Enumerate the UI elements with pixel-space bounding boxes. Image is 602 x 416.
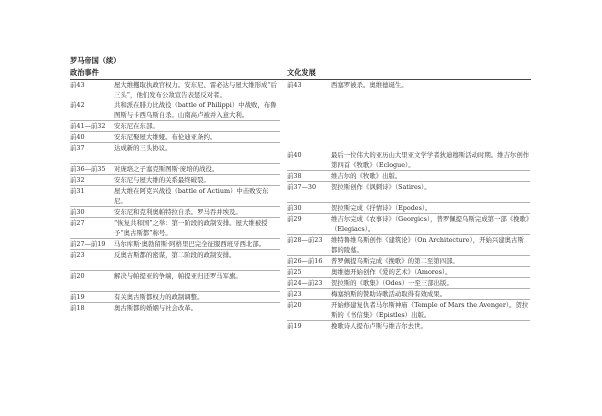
year-label: 前29 <box>287 215 302 223</box>
event-text: 对庞培之子塞克斯图斯·庞培的战役。 <box>114 165 219 173</box>
political-event-row <box>70 249 280 260</box>
political-event-row <box>70 217 280 238</box>
year-label: 前19 <box>287 322 302 330</box>
cultural-event-row <box>287 140 530 150</box>
year-label: 前30 <box>70 208 85 216</box>
cultural-event-row <box>287 266 530 277</box>
cultural-event-row <box>287 120 530 130</box>
political-events-column <box>70 80 280 313</box>
year-label: 前40 <box>70 133 85 141</box>
year-label <box>287 140 331 150</box>
political-event-row <box>70 163 280 174</box>
year-label: 前37 <box>70 144 85 152</box>
cultural-event-row <box>287 80 530 90</box>
year-label: 前28—前23 <box>287 236 323 244</box>
event-text: 奥维德开始创作《爱的艺术》（Amores）。 <box>331 268 452 276</box>
political-event-row <box>70 80 280 100</box>
year-label <box>287 192 331 202</box>
year-label: 前20 <box>287 301 302 309</box>
year-label <box>287 100 331 110</box>
event-text: 开始修建复仇者马尔斯神庙（Temple of Mars the Avenger）。贺拉斯的《书信集》（Epistles）出版。 <box>331 301 529 319</box>
year-label <box>287 120 331 130</box>
year-label: 前23 <box>287 290 302 298</box>
event-text: 维吉尔的《牧歌》出版。 <box>331 172 402 180</box>
year-label: 前26—前16 <box>287 257 323 265</box>
event-text: 有关奥古斯都权力的政制调整。 <box>114 293 204 301</box>
cultural-event-row <box>287 90 530 100</box>
event-text: 奥古斯都的婚姻与社会改革。 <box>114 304 198 312</box>
event-text: 贺拉斯创作《讽刺诗》（Satires）。 <box>331 183 431 191</box>
year-label: 前25 <box>287 268 302 276</box>
event-text: 共和派在腓力比战役（battle of Philippi）中战败，布鲁图斯与卡西乌斯自杀。山南高卢被并入意大利。 <box>114 101 277 119</box>
event-text: 安东尼娶屋大维娅。布伦迪亚条约。 <box>114 133 217 141</box>
event-text: 西塞罗被杀。奥维德诞生。 <box>331 81 408 89</box>
cultural-event-row <box>287 202 530 213</box>
political-event-row <box>70 153 280 163</box>
cultural-event-row <box>287 255 530 266</box>
event-text: 最后一位伟大的亚历山大里亚文学学者狄迪穆斯活动时期。维吉尔创作第四首《牧歌》（Eclogue）。 <box>331 151 530 169</box>
year-label: 前36—前35 <box>70 165 106 173</box>
political-event-row <box>70 238 280 249</box>
year-label: 前20 <box>70 272 85 280</box>
political-event-row <box>70 260 280 270</box>
section-title: 罗马帝国（续） <box>70 56 121 65</box>
cultural-developments-column <box>287 80 530 331</box>
event-text: 梅塞纳斯的赞助诗歌活动取得有效成果。 <box>331 290 447 298</box>
cultural-developments-header: 文化发展 <box>287 68 316 77</box>
year-label: 前19 <box>70 293 85 301</box>
year-label <box>287 110 331 120</box>
year-label: 前42 <box>70 101 85 109</box>
cultural-event-row <box>287 170 530 181</box>
event-text: 安东尼与屋大维的关系最终破裂。 <box>114 176 210 184</box>
cultural-event-row <box>287 100 530 110</box>
year-label: 前27—前19 <box>70 240 106 248</box>
event-text: 反奥古斯都的密谋，第二阶段的政制安排。 <box>114 251 236 259</box>
year-label: 前27 <box>70 219 85 227</box>
political-event-row <box>70 281 280 291</box>
cultural-event-row <box>287 299 530 320</box>
year-label: 前38 <box>287 172 302 180</box>
event-text: 贺拉斯完成《抒情诗》（Epodes）。 <box>331 204 432 212</box>
political-event-row <box>70 120 280 131</box>
political-event-row <box>70 100 280 120</box>
year-label: 前43 <box>287 81 302 89</box>
year-label <box>70 153 114 163</box>
political-event-row <box>70 206 280 217</box>
year-label: 前41—前32 <box>70 122 106 130</box>
cultural-event-row <box>287 192 530 202</box>
year-label: 前43 <box>70 81 85 89</box>
year-label: 前32 <box>70 176 85 184</box>
year-label <box>70 281 114 291</box>
political-event-row <box>70 302 280 313</box>
cultural-event-row <box>287 130 530 140</box>
political-event-row <box>70 185 280 206</box>
year-label: 前40 <box>287 151 302 159</box>
year-label: 前24—前23 <box>287 279 323 287</box>
political-event-row <box>70 291 280 302</box>
cultural-event-row <box>287 181 530 192</box>
event-text: “恢复共和国”之举：第一阶段的政制安排。屋大维被授予“奥古斯都”称号。 <box>114 219 268 237</box>
event-text: 挽歌诗人提布卢斯与维吉尔去世。 <box>331 322 427 330</box>
year-label: 前18 <box>70 304 85 312</box>
event-text: 维吉尔完成《农事诗》（Georgics），普罗佩提乌斯完成第一部《挽歌》（Elegiacs）。 <box>331 215 530 233</box>
event-text: 贺拉斯的《歌集》（Odes）一至三部出版。 <box>331 279 453 287</box>
year-label: 前30 <box>287 204 302 212</box>
cultural-event-row <box>287 234 530 255</box>
cultural-event-row <box>287 150 530 170</box>
political-event-row <box>70 142 280 153</box>
event-text: 安东尼和克利奥帕特拉自杀。罗马吞并埃及。 <box>114 208 242 216</box>
year-label: 前31 <box>70 187 85 195</box>
year-label <box>287 90 331 100</box>
political-event-row <box>70 174 280 185</box>
political-event-row <box>70 270 280 281</box>
cultural-event-row <box>287 213 530 234</box>
event-text: 安东尼在东部。 <box>114 122 159 130</box>
political-event-row <box>70 131 280 142</box>
year-label: 前37—30 <box>287 183 317 191</box>
year-label <box>287 130 331 140</box>
event-text: 普罗佩提乌斯完成《挽歌》的第二至第四部。 <box>331 257 459 265</box>
event-text: 解决与帕提亚的争端，帕提亚归还罗马军旗。 <box>114 272 242 280</box>
cultural-event-row <box>287 288 530 299</box>
cultural-event-row <box>287 320 530 331</box>
event-text: 马尔库斯·奥勃留斯·阿格里巴完全征服西班牙西北部。 <box>114 240 266 248</box>
event-text: 屋大维攫取执政官权力。安东尼、雷必达与屋大维形成“后三头”，他们发布公敌宣告表惩反对者。 <box>114 81 278 99</box>
event-text: 达成新的三头协议。 <box>114 144 172 152</box>
political-events-header: 政治事件 <box>70 68 99 77</box>
year-label: 前23 <box>70 251 85 259</box>
event-text: 维特鲁维乌斯创作《建筑论》（On Architecture），开始兴建奥古斯都的陵墓。 <box>331 236 524 254</box>
year-label <box>70 260 114 270</box>
cultural-event-row <box>287 110 530 120</box>
event-text: 屋大维在阿克兴战役（battle of Actium）中击败安东尼。 <box>114 187 269 205</box>
cultural-event-row <box>287 277 530 288</box>
